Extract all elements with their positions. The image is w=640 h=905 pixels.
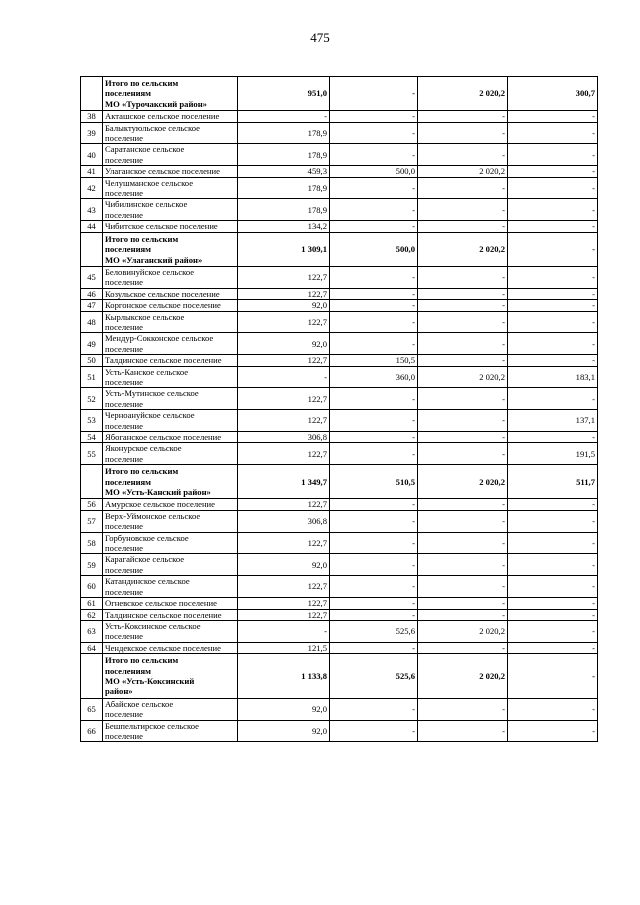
amount-cell-2: -: [330, 609, 418, 620]
amount-cell-2: -: [330, 554, 418, 576]
settlement-name-cell: [103, 288, 238, 299]
settlement-name-cell: [103, 388, 238, 410]
amount-cell-1: -: [238, 620, 330, 642]
amount-cell-2: -: [330, 499, 418, 510]
name-line: Верх-Уймонское сельское: [105, 510, 201, 521]
amount-cell-3: -: [418, 122, 508, 144]
name-line: Итого по сельским: [105, 233, 179, 244]
settlement-name-cell: [103, 499, 238, 510]
amount-cell-2: 525,6: [330, 654, 418, 699]
amount-cell-1: 1 133,8: [238, 654, 330, 699]
row-number-cell: 57: [81, 510, 103, 532]
amount-cell-3: -: [418, 333, 508, 355]
amount-cell-4: -: [508, 333, 598, 355]
amount-cell-3: -: [418, 576, 508, 598]
amount-cell-4: 183,1: [508, 366, 598, 388]
name-line: Чендекское сельское поселение: [105, 642, 221, 653]
amount-cell-3: -: [418, 388, 508, 410]
amount-cell-4: -: [508, 311, 598, 333]
row-number-cell: 42: [81, 177, 103, 199]
amount-cell-1: 459,3: [238, 166, 330, 177]
name-line: Усть-Канское сельское: [105, 366, 189, 377]
amount-cell-4: -: [508, 499, 598, 510]
amount-cell-3: -: [418, 144, 508, 166]
table-row: [81, 410, 598, 432]
row-number-cell: 55: [81, 443, 103, 465]
name-line: Карагайское сельское: [105, 554, 185, 565]
amount-cell-1: -: [238, 111, 330, 122]
name-line: поселение: [105, 543, 143, 554]
name-line: Чибилинское сельское: [105, 199, 188, 210]
settlement-name-cell: [103, 720, 238, 742]
settlement-name-cell: [103, 443, 238, 465]
table-row: [81, 620, 598, 642]
name-line: Черноануйское сельское: [105, 410, 195, 421]
row-number-cell: 50: [81, 355, 103, 366]
amount-cell-4: -: [508, 609, 598, 620]
settlement-name-cell: [103, 609, 238, 620]
table-row: [81, 576, 598, 598]
page-number: 475: [310, 30, 330, 45]
amount-cell-4: -: [508, 122, 598, 144]
row-number-cell: [81, 232, 103, 266]
settlement-name-cell: [103, 366, 238, 388]
subtotal-row: [81, 465, 598, 499]
name-line: поселение: [105, 376, 143, 387]
amount-cell-3: -: [418, 355, 508, 366]
name-line: Челушманское сельское: [105, 177, 194, 188]
name-line: Мендур-Сокконское сельское: [105, 333, 214, 344]
name-line: поселение: [105, 277, 143, 288]
name-line: Саратанское сельское: [105, 144, 185, 155]
table-row: [81, 266, 598, 288]
row-number-cell: [81, 654, 103, 699]
name-line: Козульское сельское поселение: [105, 288, 220, 299]
amount-cell-2: 150,5: [330, 355, 418, 366]
amount-cell-1: 122,7: [238, 311, 330, 333]
table-row: [81, 432, 598, 443]
row-number-cell: 66: [81, 720, 103, 742]
amount-cell-4: -: [508, 266, 598, 288]
name-line: поселение: [105, 586, 143, 597]
name-line: Огневское сельское поселение: [105, 598, 217, 609]
amount-cell-1: 121,5: [238, 642, 330, 653]
amount-cell-4: -: [508, 532, 598, 554]
name-line: Улаганское сельское поселение: [105, 166, 220, 177]
amount-cell-1: 92,0: [238, 698, 330, 720]
amount-cell-3: -: [418, 642, 508, 653]
table-row: [81, 221, 598, 232]
settlement-name-cell: [103, 199, 238, 221]
amount-cell-4: -: [508, 642, 598, 653]
amount-cell-2: -: [330, 510, 418, 532]
amount-cell-4: -: [508, 177, 598, 199]
settlement-name-cell: [103, 266, 238, 288]
amount-cell-2: -: [330, 642, 418, 653]
amount-cell-4: 191,5: [508, 443, 598, 465]
name-line: Талдинское сельское поселение: [105, 609, 222, 620]
name-line: поселение: [105, 398, 143, 409]
amount-cell-3: -: [418, 554, 508, 576]
amount-cell-4: -: [508, 576, 598, 598]
table-row: [81, 642, 598, 653]
settlement-name-cell: [103, 432, 238, 443]
settlement-name-cell: [103, 111, 238, 122]
budget-table: [80, 76, 598, 742]
amount-cell-2: -: [330, 311, 418, 333]
table-row: [81, 177, 598, 199]
amount-cell-1: 178,9: [238, 177, 330, 199]
amount-cell-2: 500,0: [330, 232, 418, 266]
amount-cell-1: 92,0: [238, 554, 330, 576]
amount-cell-4: 300,7: [508, 77, 598, 111]
name-line: Горбуновское сельское: [105, 532, 189, 543]
amount-cell-3: -: [418, 311, 508, 333]
table-row: [81, 720, 598, 742]
amount-cell-1: 122,7: [238, 499, 330, 510]
amount-cell-3: 2 020,2: [418, 366, 508, 388]
row-number-cell: 48: [81, 311, 103, 333]
row-number-cell: 65: [81, 698, 103, 720]
name-line: Итого по сельским: [105, 78, 179, 88]
amount-cell-1: 122,7: [238, 355, 330, 366]
table-row: [81, 355, 598, 366]
table-row: [81, 311, 598, 333]
amount-cell-1: 306,8: [238, 432, 330, 443]
table-row: [81, 300, 598, 311]
row-number-cell: 41: [81, 166, 103, 177]
name-line: поселение: [105, 709, 143, 720]
table-row: [81, 443, 598, 465]
row-number-cell: 38: [81, 111, 103, 122]
table-row: [81, 333, 598, 355]
amount-cell-4: -: [508, 199, 598, 221]
row-number-cell: 47: [81, 300, 103, 311]
settlement-name-cell: [103, 355, 238, 366]
amount-cell-3: 2 020,2: [418, 166, 508, 177]
amount-cell-2: -: [330, 576, 418, 598]
amount-cell-4: -: [508, 355, 598, 366]
amount-cell-2: 500,0: [330, 166, 418, 177]
amount-cell-2: -: [330, 410, 418, 432]
settlement-name-cell: [103, 177, 238, 199]
table-row: [81, 554, 598, 576]
row-number-cell: 63: [81, 620, 103, 642]
name-line: поселение: [105, 521, 143, 532]
amount-cell-4: -: [508, 510, 598, 532]
amount-cell-2: -: [330, 288, 418, 299]
amount-cell-4: -: [508, 720, 598, 742]
name-line: поселение: [105, 321, 143, 332]
amount-cell-1: 178,9: [238, 122, 330, 144]
amount-cell-1: 92,0: [238, 333, 330, 355]
row-number-cell: 40: [81, 144, 103, 166]
amount-cell-2: 525,6: [330, 620, 418, 642]
amount-cell-3: -: [418, 199, 508, 221]
settlement-name-cell: [103, 122, 238, 144]
amount-cell-3: -: [418, 177, 508, 199]
amount-cell-2: -: [330, 177, 418, 199]
amount-cell-4: -: [508, 232, 598, 266]
settlement-name-cell: [103, 144, 238, 166]
amount-cell-2: -: [330, 300, 418, 311]
amount-cell-1: 122,7: [238, 576, 330, 598]
name-line: поселениям: [105, 244, 152, 255]
name-line: поселение: [105, 453, 143, 464]
amount-cell-2: -: [330, 77, 418, 111]
name-line: Итого по сельским: [105, 466, 179, 477]
amount-cell-4: -: [508, 300, 598, 311]
name-line: Коргонское сельское поселение: [105, 300, 221, 311]
amount-cell-4: -: [508, 288, 598, 299]
amount-cell-3: 2 020,2: [418, 620, 508, 642]
name-line: Усть-Мутинское сельское: [105, 388, 199, 399]
name-line: Талдинское сельское поселение: [105, 355, 222, 366]
name-line: поселениям: [105, 88, 152, 99]
row-number-cell: 58: [81, 532, 103, 554]
amount-cell-2: -: [330, 388, 418, 410]
name-line: поселение: [105, 209, 143, 220]
table-row: [81, 598, 598, 609]
table-row: [81, 288, 598, 299]
subtotal-row: [81, 654, 598, 699]
amount-cell-2: -: [330, 443, 418, 465]
settlement-name-cell: [103, 554, 238, 576]
name-line: Абайское сельское: [105, 698, 174, 709]
amount-cell-1: 1 349,7: [238, 465, 330, 499]
table-row: [81, 388, 598, 410]
amount-cell-2: -: [330, 221, 418, 232]
name-line: поселение: [105, 188, 143, 199]
subtotal-row: [81, 232, 598, 266]
amount-cell-3: -: [418, 532, 508, 554]
name-line: район»: [105, 686, 133, 697]
amount-cell-2: -: [330, 698, 418, 720]
amount-cell-2: -: [330, 598, 418, 609]
amount-cell-1: 122,7: [238, 288, 330, 299]
table-body: [81, 77, 598, 742]
settlement-name-cell: [103, 333, 238, 355]
amount-cell-1: 951,0: [238, 77, 330, 111]
amount-cell-4: -: [508, 221, 598, 232]
row-number-cell: 64: [81, 642, 103, 653]
name-line: поселение: [105, 154, 143, 165]
amount-cell-1: 122,7: [238, 266, 330, 288]
amount-cell-1: 92,0: [238, 300, 330, 311]
row-number-cell: 59: [81, 554, 103, 576]
amount-cell-2: -: [330, 432, 418, 443]
amount-cell-2: -: [330, 720, 418, 742]
amount-cell-4: -: [508, 166, 598, 177]
amount-cell-2: -: [330, 144, 418, 166]
name-line: Ябоганское сельское поселение: [105, 432, 222, 442]
settlement-name-cell: [103, 300, 238, 311]
amount-cell-2: -: [330, 333, 418, 355]
row-number-cell: 44: [81, 221, 103, 232]
amount-cell-3: -: [418, 266, 508, 288]
name-line: поселение: [105, 631, 143, 642]
row-number-cell: 60: [81, 576, 103, 598]
amount-cell-4: -: [508, 654, 598, 699]
name-line: поселение: [105, 420, 143, 431]
amount-cell-3: -: [418, 221, 508, 232]
settlement-name-cell: [103, 510, 238, 532]
table-row: [81, 499, 598, 510]
amount-cell-3: 2 020,2: [418, 654, 508, 699]
name-line: поселениям: [105, 665, 152, 676]
table-row: [81, 144, 598, 166]
table-row: [81, 532, 598, 554]
name-line: Кырлыкское сельское: [105, 311, 185, 322]
amount-cell-2: 510,5: [330, 465, 418, 499]
amount-cell-3: 2 020,2: [418, 465, 508, 499]
amount-cell-3: -: [418, 432, 508, 443]
amount-cell-3: -: [418, 410, 508, 432]
amount-cell-1: 122,7: [238, 443, 330, 465]
table-row: [81, 166, 598, 177]
name-line: Акташское сельское поселение: [105, 111, 220, 122]
amount-cell-3: -: [418, 609, 508, 620]
table-row: [81, 609, 598, 620]
name-line: Чибитское сельское поселение: [105, 221, 218, 232]
amount-cell-3: 2 020,2: [418, 232, 508, 266]
row-number-cell: 53: [81, 410, 103, 432]
amount-cell-3: -: [418, 111, 508, 122]
amount-cell-3: 2 020,2: [418, 77, 508, 111]
amount-cell-1: -: [238, 366, 330, 388]
row-number-cell: 62: [81, 609, 103, 620]
amount-cell-1: 122,7: [238, 609, 330, 620]
settlement-name-cell: [103, 698, 238, 720]
name-line: Катандинское сельское: [105, 576, 190, 587]
amount-cell-1: 122,7: [238, 598, 330, 609]
settlement-name-cell: [103, 532, 238, 554]
amount-cell-3: -: [418, 499, 508, 510]
amount-cell-1: 178,9: [238, 144, 330, 166]
row-number-cell: 46: [81, 288, 103, 299]
amount-cell-3: -: [418, 300, 508, 311]
settlement-name-cell: [103, 654, 238, 699]
name-line: поселение: [105, 564, 143, 575]
name-line: Итого по сельским: [105, 655, 179, 666]
amount-cell-3: -: [418, 598, 508, 609]
amount-cell-4: -: [508, 620, 598, 642]
settlement-name-cell: [103, 576, 238, 598]
amount-cell-4: 511,7: [508, 465, 598, 499]
settlement-name-cell: [103, 221, 238, 232]
amount-cell-2: 360,0: [330, 366, 418, 388]
amount-cell-1: 122,7: [238, 388, 330, 410]
settlement-name-cell: [103, 410, 238, 432]
row-number-cell: [81, 465, 103, 499]
amount-cell-2: -: [330, 122, 418, 144]
name-line: МО «Усть-Канский район»: [105, 487, 211, 498]
row-number-cell: 49: [81, 333, 103, 355]
amount-cell-3: -: [418, 443, 508, 465]
amount-cell-4: -: [508, 388, 598, 410]
amount-cell-2: -: [330, 532, 418, 554]
name-line: МО «Усть-Коксинский: [105, 675, 195, 686]
table-row: [81, 122, 598, 144]
row-number-cell: 39: [81, 122, 103, 144]
amount-cell-4: -: [508, 554, 598, 576]
name-line: Беловинуйское сельское: [105, 266, 195, 277]
amount-cell-3: -: [418, 288, 508, 299]
name-line: поселение: [105, 133, 143, 144]
amount-cell-1: 306,8: [238, 510, 330, 532]
name-line: Балыктуюльское сельское: [105, 122, 200, 133]
amount-cell-1: 1 309,1: [238, 232, 330, 266]
row-number-cell: 51: [81, 366, 103, 388]
name-line: поселениям: [105, 476, 152, 487]
settlement-name-cell: [103, 77, 238, 111]
name-line: Амурское сельское поселение: [105, 499, 215, 510]
amount-cell-2: -: [330, 111, 418, 122]
name-line: МО «Улаганский район»: [105, 254, 203, 265]
table-row: [81, 111, 598, 122]
amount-cell-3: -: [418, 698, 508, 720]
amount-cell-3: -: [418, 720, 508, 742]
name-line: поселение: [105, 343, 143, 354]
table-row: [81, 510, 598, 532]
settlement-name-cell: [103, 465, 238, 499]
settlement-name-cell: [103, 166, 238, 177]
row-number-cell: 54: [81, 432, 103, 443]
row-number-cell: 45: [81, 266, 103, 288]
subtotal-row: [81, 77, 598, 111]
name-line: Усть-Коксинское сельское: [105, 620, 201, 631]
name-line: Яконурское сельское: [105, 443, 182, 454]
amount-cell-4: -: [508, 432, 598, 443]
row-number-cell: 61: [81, 598, 103, 609]
row-number-cell: 52: [81, 388, 103, 410]
row-number-cell: 43: [81, 199, 103, 221]
amount-cell-2: -: [330, 266, 418, 288]
amount-cell-2: -: [330, 199, 418, 221]
name-line: МО «Турочакский район»: [105, 98, 207, 109]
table-row: [81, 698, 598, 720]
settlement-name-cell: [103, 311, 238, 333]
name-line: Бешпельтирское сельское: [105, 720, 199, 731]
amount-cell-4: -: [508, 111, 598, 122]
name-line: поселение: [105, 730, 143, 741]
amount-cell-4: -: [508, 598, 598, 609]
amount-cell-1: 122,7: [238, 532, 330, 554]
amount-cell-1: 134,2: [238, 221, 330, 232]
amount-cell-1: 122,7: [238, 410, 330, 432]
settlement-name-cell: [103, 598, 238, 609]
table-row: [81, 366, 598, 388]
amount-cell-4: -: [508, 144, 598, 166]
amount-cell-3: -: [418, 510, 508, 532]
table-row: [81, 199, 598, 221]
row-number-cell: [81, 77, 103, 111]
amount-cell-1: 178,9: [238, 199, 330, 221]
settlement-name-cell: [103, 232, 238, 266]
amount-cell-4: -: [508, 698, 598, 720]
amount-cell-1: 92,0: [238, 720, 330, 742]
settlement-name-cell: [103, 642, 238, 653]
row-number-cell: 56: [81, 499, 103, 510]
amount-cell-4: 137,1: [508, 410, 598, 432]
settlement-name-cell: [103, 620, 238, 642]
